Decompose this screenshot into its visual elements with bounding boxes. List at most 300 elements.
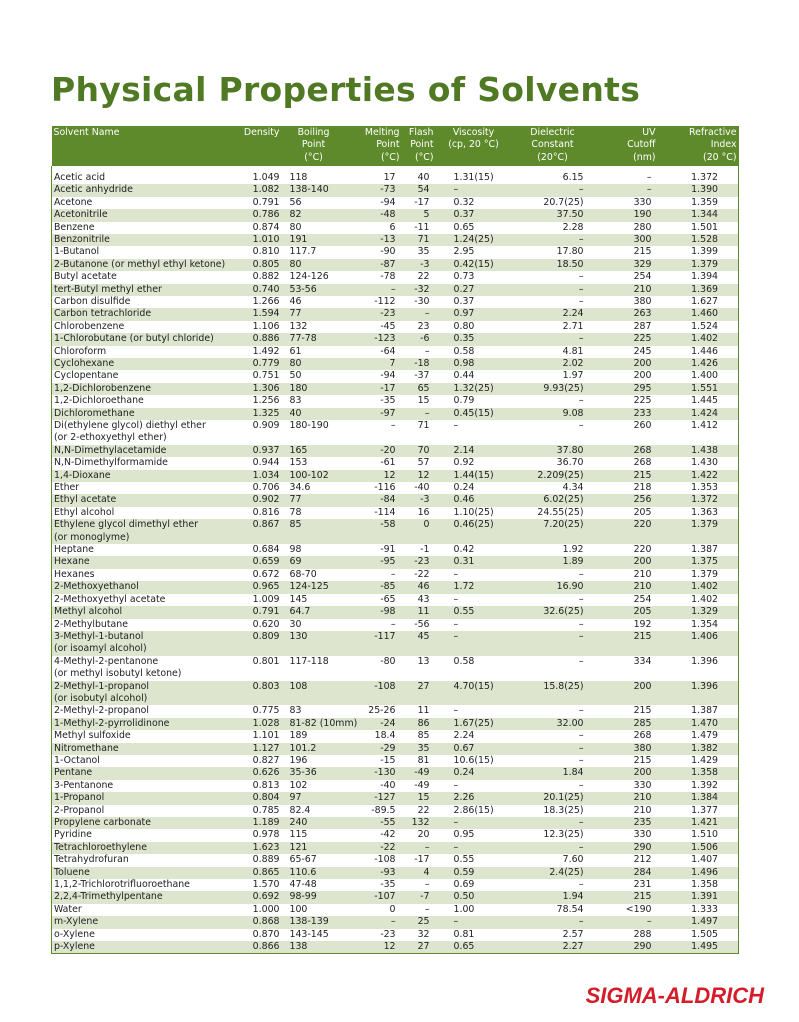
flash-point-cell: 86 — [402, 718, 436, 730]
table-row — [52, 879, 739, 891]
flash-point-cell: 81 — [417, 754, 430, 766]
solvent-name-line: Ether — [54, 482, 80, 494]
viscosity-cell: 0.79 — [453, 395, 475, 407]
density-cell: 1.034 — [238, 470, 282, 482]
flash-point-cell: – — [424, 345, 430, 357]
uv-cutoff-cell: 330 — [633, 779, 652, 791]
boiling-point-cell: 30 — [289, 618, 302, 630]
refractive-index-cell: 1.402 — [658, 333, 739, 345]
solvent-name-line: 2-Butanone (or methyl ethyl ketone) — [54, 258, 226, 270]
header-boiling-point — [282, 126, 346, 166]
table-row — [52, 656, 739, 681]
uv-cutoff-cell: 231 — [633, 879, 652, 891]
solvent-name-line: Water — [54, 903, 82, 915]
melting-point-cell: 7 — [346, 358, 402, 370]
solvent-name-line: Ethyl alcohol — [54, 506, 115, 518]
flash-point-cell: – — [424, 879, 430, 891]
solvent-name-cell — [52, 308, 238, 320]
header-line: (20 °C) — [703, 151, 737, 163]
density-cell: 0.909 — [252, 420, 280, 432]
uv-cutoff-cell: 200 — [594, 556, 658, 568]
header-line: Point — [410, 139, 434, 151]
table-row — [52, 383, 739, 395]
melting-point-cell: -13 — [346, 234, 402, 246]
uv-cutoff-cell: 284 — [594, 867, 658, 879]
flash-point-cell: 85 — [417, 730, 430, 742]
solvent-name-line: Tetrahydrofuran — [54, 854, 129, 866]
viscosity-cell: 2.14 — [436, 445, 512, 457]
boiling-point-cell: 56 — [289, 196, 302, 208]
dielectric-constant-cell: 2.71 — [562, 320, 584, 332]
uv-cutoff-cell: 215 — [594, 631, 658, 656]
melting-point-cell: -123 — [346, 333, 402, 345]
solvent-name-line: Carbon disulfide — [54, 295, 131, 307]
density-cell: 0.867 — [238, 519, 282, 544]
solvent-name-line: (or isobutyl alcohol) — [54, 692, 148, 704]
uv-cutoff-cell: 200 — [594, 767, 658, 779]
uv-cutoff-cell: 245 — [633, 345, 652, 357]
refractive-index-cell: 1.505 — [691, 928, 718, 940]
refractive-index-cell: 1.359 — [691, 196, 718, 208]
dielectric-constant-cell: 24.55(25) — [537, 506, 584, 518]
refractive-index-cell: 1.329 — [658, 606, 739, 618]
flash-point-cell: 35 — [402, 743, 436, 755]
boiling-point-cell: 83 — [289, 705, 302, 717]
solvent-name-cell — [52, 619, 238, 631]
melting-point-cell: 6 — [389, 221, 396, 233]
dielectric-constant-cell: 7.20(25) — [512, 519, 594, 544]
viscosity-cell: 1.00 — [453, 903, 475, 915]
melting-point-cell: -130 — [346, 767, 402, 779]
uv-cutoff-cell: 205 — [633, 506, 652, 518]
viscosity-cell: 0.58 — [453, 655, 475, 667]
uv-cutoff-cell: 200 — [594, 681, 658, 706]
density-cell: 0.620 — [252, 618, 280, 630]
uv-cutoff-cell: <190 — [625, 903, 652, 915]
boiling-point-cell: 138-139 — [282, 916, 346, 928]
solvent-name-cell — [52, 507, 238, 519]
solvent-name-line: N,N-Dimethylformamide — [54, 457, 168, 469]
refractive-index-cell: 1.387 — [691, 544, 718, 556]
dielectric-constant-cell: – — [512, 817, 594, 829]
solvent-name-line: Cyclopentane — [54, 370, 119, 382]
table-row — [52, 805, 739, 817]
density-cell: 1.492 — [252, 345, 280, 357]
solvent-name-cell — [52, 891, 238, 903]
uv-cutoff-cell: 290 — [594, 941, 658, 954]
dielectric-constant-cell: 9.08 — [512, 408, 594, 420]
refractive-index-cell: 1.424 — [658, 408, 739, 420]
boiling-point-cell: 108 — [282, 681, 346, 706]
flash-point-cell: 11 — [417, 705, 430, 717]
uv-cutoff-cell: 210 — [594, 581, 658, 593]
viscosity-cell: 0.92 — [453, 457, 475, 469]
melting-point-cell: -87 — [346, 259, 402, 271]
table-row — [52, 395, 739, 407]
density-cell: 1.570 — [252, 879, 280, 891]
solvent-name-cell — [52, 916, 238, 928]
solvent-name-line: 2-Methoxyethyl acetate — [54, 593, 166, 605]
melting-point-cell: -108 — [374, 854, 396, 866]
solvent-name-cell — [52, 829, 238, 841]
melting-point-cell: -97 — [346, 408, 402, 420]
refractive-index-cell: 1.375 — [658, 556, 739, 568]
flash-point-cell: 25 — [402, 916, 436, 928]
solvent-name-line: Hexanes — [54, 568, 95, 580]
density-cell: 1.325 — [238, 408, 282, 420]
uv-cutoff-cell: 263 — [594, 308, 658, 320]
uv-cutoff-cell: 205 — [594, 606, 658, 618]
dielectric-constant-cell: 36.70 — [556, 457, 584, 469]
header-line: Solvent Name — [53, 127, 120, 138]
solvent-name-cell — [52, 817, 238, 829]
boiling-point-cell: 180 — [282, 383, 346, 395]
flash-point-cell: 71 — [402, 234, 436, 246]
header-dielectric-constant — [512, 126, 594, 166]
solvent-name-cell — [52, 854, 238, 866]
viscosity-cell: – — [436, 631, 512, 656]
flash-point-cell: -3 — [402, 259, 436, 271]
uv-cutoff-cell: 220 — [594, 519, 658, 544]
boiling-point-cell: 65-67 — [289, 854, 317, 866]
viscosity-cell: 1.32(25) — [436, 383, 512, 395]
boiling-point-cell: 50 — [289, 370, 302, 382]
solvent-name-line: Di(ethylene glycol) diethyl ether — [54, 420, 206, 432]
boiling-point-cell: 153 — [289, 457, 308, 469]
flash-point-cell: 54 — [402, 184, 436, 196]
solvent-name-cell — [52, 197, 238, 209]
refractive-index-cell: 1.394 — [691, 271, 718, 283]
table-row — [52, 197, 739, 209]
solvent-name-line: 3-Methyl-1-butanol — [54, 630, 144, 642]
melting-point-cell: – — [390, 568, 396, 580]
table-row — [52, 333, 739, 345]
melting-point-cell: -108 — [346, 681, 402, 706]
table-row — [52, 681, 739, 706]
boiling-point-cell: 124-126 — [289, 271, 329, 283]
melting-point-cell: -85 — [346, 581, 402, 593]
melting-point-cell: -80 — [380, 655, 396, 667]
flash-point-cell: – — [402, 842, 436, 854]
table-row — [52, 941, 739, 954]
dielectric-constant-cell: – — [578, 395, 584, 407]
boiling-point-cell: 64.7 — [282, 606, 346, 618]
table-row — [52, 284, 739, 296]
dielectric-constant-cell: 32.00 — [512, 718, 594, 730]
uv-cutoff-cell: 329 — [594, 259, 658, 271]
refractive-index-cell: 1.627 — [691, 295, 718, 307]
flash-point-cell: 15 — [417, 395, 430, 407]
melting-point-cell: -127 — [346, 792, 402, 804]
refractive-index-cell: 1.412 — [691, 420, 718, 432]
viscosity-cell: 1.67(25) — [436, 718, 512, 730]
header-line: Boiling — [297, 127, 330, 138]
header-line: (20°C) — [537, 151, 568, 163]
table-row — [52, 271, 739, 283]
solvent-name-cell — [52, 296, 238, 308]
boiling-point-cell: 80 — [282, 358, 346, 370]
solvent-name-cell — [52, 271, 238, 283]
boiling-point-cell: 82 — [282, 209, 346, 221]
density-cell: 0.626 — [238, 767, 282, 779]
melting-point-cell: -107 — [346, 891, 402, 903]
viscosity-cell: – — [453, 593, 459, 605]
viscosity-cell: 1.10(25) — [453, 506, 494, 518]
table-row — [52, 209, 739, 221]
melting-point-cell: -94 — [380, 370, 396, 382]
density-cell: 1.306 — [238, 383, 282, 395]
flash-point-cell: – — [402, 308, 436, 320]
melting-point-cell: -64 — [380, 345, 396, 357]
flash-point-cell: 65 — [402, 383, 436, 395]
dielectric-constant-cell: – — [578, 420, 584, 432]
density-cell: 0.868 — [238, 916, 282, 928]
dielectric-constant-cell: 18.50 — [512, 259, 594, 271]
density-cell: 1.101 — [252, 730, 280, 742]
melting-point-cell: -23 — [380, 928, 396, 940]
header-solvent-name — [52, 126, 238, 166]
flash-point-cell: -6 — [402, 333, 436, 345]
melting-point-cell: -114 — [374, 506, 396, 518]
solvent-name-line: 1-Octanol — [54, 754, 100, 766]
header-line: Dielectric — [530, 127, 575, 138]
dielectric-constant-cell: – — [578, 705, 584, 717]
density-cell: 0.978 — [252, 829, 280, 841]
refractive-index-cell: 1.510 — [691, 829, 718, 841]
solvent-name-cell — [52, 941, 238, 954]
logo-text: SIGMA-ALDRICH — [585, 983, 764, 1008]
solvent-name-cell — [52, 370, 238, 382]
dielectric-constant-cell: 1.92 — [562, 544, 584, 556]
refractive-index-cell: 1.354 — [691, 618, 718, 630]
flash-point-cell: 46 — [402, 581, 436, 593]
melting-point-cell: – — [390, 618, 396, 630]
table-row — [52, 718, 739, 730]
refractive-index-cell: 1.372 — [691, 171, 718, 183]
density-cell: 0.684 — [252, 544, 280, 556]
flash-point-cell: 15 — [402, 792, 436, 804]
solvent-name-cell — [52, 569, 238, 581]
header-line: Point — [301, 139, 326, 151]
solvent-name-line: 3-Pentanone — [54, 779, 114, 791]
flash-point-cell: 4 — [402, 867, 436, 879]
dielectric-constant-cell: 1.94 — [512, 891, 594, 903]
density-cell: 1.594 — [238, 308, 282, 320]
solvent-name-cell — [52, 246, 238, 258]
boiling-point-cell: 165 — [282, 445, 346, 457]
header-line: (°C) — [414, 151, 434, 163]
boiling-point-cell: 115 — [289, 829, 308, 841]
dielectric-constant-cell: – — [512, 842, 594, 854]
refractive-index-cell: 1.391 — [658, 891, 739, 903]
flash-point-cell: 23 — [417, 320, 430, 332]
uv-cutoff-cell: 334 — [633, 655, 652, 667]
viscosity-cell: 0.50 — [436, 891, 512, 903]
flash-point-cell: 0 — [402, 519, 436, 544]
viscosity-cell: 0.31 — [436, 556, 512, 568]
boiling-point-cell: 35-36 — [282, 767, 346, 779]
refractive-index-cell: 1.396 — [691, 655, 718, 667]
refractive-index-cell: 1.396 — [658, 681, 739, 706]
solvent-name-cell — [52, 333, 238, 345]
viscosity-cell: 0.46 — [436, 494, 512, 506]
solvent-name-cell — [52, 606, 238, 618]
refractive-index-cell: 1.479 — [691, 730, 718, 742]
density-cell: 1.049 — [252, 171, 280, 183]
flash-point-cell: -18 — [402, 358, 436, 370]
solvent-name-line: 4-Methyl-2-pentanone — [54, 655, 159, 667]
solvent-name-line: m-Xylene — [54, 916, 99, 928]
table-row — [52, 222, 739, 234]
melting-point-cell: 12 — [346, 941, 402, 954]
dielectric-constant-cell: – — [578, 655, 584, 667]
viscosity-cell: 0.65 — [453, 221, 475, 233]
melting-point-cell: -116 — [374, 482, 396, 494]
boiling-point-cell: 85 — [282, 519, 346, 544]
solvent-name-cell — [52, 519, 238, 544]
dielectric-constant-cell: 7.60 — [562, 854, 584, 866]
solvent-name-line: Hexane — [54, 556, 90, 568]
refractive-index-cell: 1.402 — [691, 593, 718, 605]
viscosity-cell: 0.65 — [436, 941, 512, 954]
solvent-name-cell — [52, 594, 238, 606]
melting-point-cell: -35 — [380, 395, 396, 407]
header-line: (nm) — [633, 151, 656, 163]
solvent-name-cell — [52, 445, 238, 457]
viscosity-cell: – — [453, 779, 459, 791]
dielectric-constant-cell: – — [512, 284, 594, 296]
melting-point-cell: -61 — [380, 457, 396, 469]
viscosity-cell: 0.81 — [453, 928, 475, 940]
viscosity-cell: 1.24(25) — [436, 234, 512, 246]
flash-point-cell: 71 — [417, 420, 430, 432]
density-cell: 0.801 — [252, 655, 280, 667]
uv-cutoff-cell: 268 — [633, 457, 652, 469]
uv-cutoff-cell: 215 — [633, 246, 652, 258]
boiling-point-cell: 189 — [289, 730, 308, 742]
melting-point-cell: -42 — [380, 829, 396, 841]
solvent-name-line: 2,2,4-Trimethylpentane — [54, 891, 163, 903]
solvent-name-line: Chlorobenzene — [54, 320, 125, 332]
flash-point-cell: 13 — [417, 655, 430, 667]
boiling-point-cell: 97 — [282, 792, 346, 804]
boiling-point-cell: 124-125 — [282, 581, 346, 593]
solvent-name-line: Acetic anhydride — [54, 184, 133, 196]
flash-point-cell: -32 — [402, 284, 436, 296]
viscosity-cell: – — [436, 916, 512, 928]
solvent-name-line: Tetrachloroethylene — [54, 841, 148, 853]
boiling-point-cell: 100 — [289, 903, 308, 915]
viscosity-cell: 0.24 — [453, 482, 475, 494]
boiling-point-cell: 143-145 — [289, 928, 329, 940]
refractive-index-cell: 1.369 — [658, 284, 739, 296]
table-row — [52, 346, 739, 358]
density-cell: 0.692 — [238, 891, 282, 903]
flash-point-cell: -30 — [414, 295, 430, 307]
viscosity-cell: – — [436, 817, 512, 829]
solvent-name-cell — [52, 867, 238, 879]
uv-cutoff-cell: 254 — [633, 271, 652, 283]
melting-point-cell: – — [346, 916, 402, 928]
solvent-name-cell — [52, 544, 238, 556]
viscosity-cell: 0.95 — [453, 829, 475, 841]
flash-point-cell: 27 — [402, 941, 436, 954]
uv-cutoff-cell: 288 — [633, 928, 652, 940]
melting-point-cell: -93 — [346, 867, 402, 879]
viscosity-cell: 0.98 — [436, 358, 512, 370]
refractive-index-cell: 1.421 — [658, 817, 739, 829]
uv-cutoff-cell: 200 — [594, 358, 658, 370]
dielectric-constant-cell: – — [578, 593, 584, 605]
refractive-index-cell: 1.333 — [691, 903, 718, 915]
dielectric-constant-cell: – — [578, 271, 584, 283]
density-cell: 0.813 — [252, 779, 280, 791]
solvent-name-cell — [52, 494, 238, 506]
refractive-index-cell: 1.497 — [658, 916, 739, 928]
uv-cutoff-cell: 215 — [633, 705, 652, 717]
dielectric-constant-cell: 6.15 — [562, 171, 584, 183]
refractive-index-cell: 1.407 — [691, 854, 718, 866]
dielectric-constant-cell: 2.02 — [512, 358, 594, 370]
refractive-index-cell: 1.372 — [658, 494, 739, 506]
melting-point-cell: – — [390, 420, 396, 432]
table-row — [52, 556, 739, 568]
dielectric-constant-cell: 1.97 — [562, 370, 584, 382]
table-row — [52, 470, 739, 482]
density-cell: 0.791 — [238, 606, 282, 618]
density-cell: 1.127 — [238, 743, 282, 755]
table-row — [52, 631, 739, 656]
solvent-name-line: Methyl alcohol — [54, 606, 123, 618]
boiling-point-cell: 138 — [282, 941, 346, 954]
table-row — [52, 544, 739, 556]
boiling-point-cell: 117-118 — [289, 655, 329, 667]
refractive-index-cell: 1.379 — [658, 259, 739, 271]
flash-point-cell: 57 — [417, 457, 430, 469]
flash-point-cell: -23 — [402, 556, 436, 568]
header-line: Constant — [531, 139, 574, 151]
flash-point-cell: – — [424, 903, 430, 915]
refractive-index-cell: 1.496 — [658, 867, 739, 879]
solvent-name-cell — [52, 879, 238, 891]
boiling-point-cell: 180-190 — [289, 420, 329, 432]
density-cell: 0.874 — [252, 221, 280, 233]
table-row — [52, 854, 739, 866]
uv-cutoff-cell: 192 — [633, 618, 652, 630]
solvent-name-cell — [52, 929, 238, 941]
viscosity-cell: 0.55 — [453, 854, 475, 866]
viscosity-cell: 0.80 — [453, 320, 475, 332]
refractive-index-cell: 1.402 — [658, 581, 739, 593]
refractive-index-cell: 1.524 — [691, 320, 718, 332]
uv-cutoff-cell: 295 — [594, 383, 658, 395]
flash-point-cell: -49 — [402, 767, 436, 779]
uv-cutoff-cell: 268 — [594, 445, 658, 457]
melting-point-cell: -15 — [380, 754, 396, 766]
flash-point-cell: 70 — [402, 445, 436, 457]
density-cell: 1.256 — [252, 395, 280, 407]
uv-cutoff-cell: 290 — [594, 842, 658, 854]
header-line: UV — [642, 127, 656, 138]
boiling-point-cell: 110.6 — [282, 867, 346, 879]
melting-point-cell: -58 — [346, 519, 402, 544]
viscosity-cell: – — [453, 618, 459, 630]
solvent-name-line: Ethylene glycol dimethyl ether — [54, 519, 198, 531]
solvent-name-line: 2-Methyl-2-propanol — [54, 705, 150, 717]
table-row — [52, 842, 739, 854]
solvent-name-line: 1,2-Dichlorobenzene — [54, 382, 151, 394]
density-cell: 1.189 — [238, 817, 282, 829]
